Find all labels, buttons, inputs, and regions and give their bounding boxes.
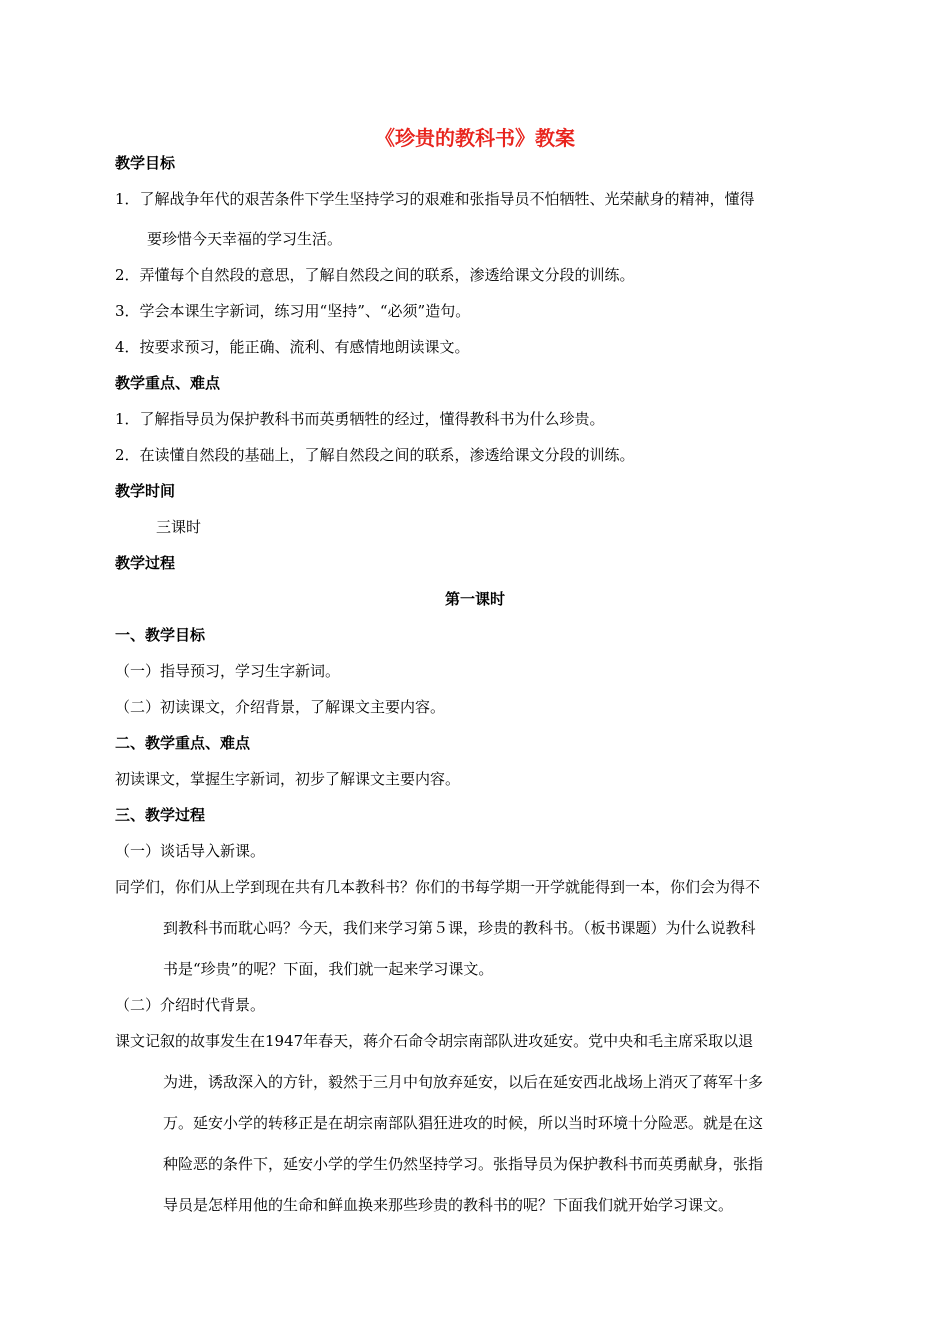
step2-paragraph-line: 为进，诱敌深入的方针，毅然于三月中旬放弃延安，以后在延安西北战场上消灭了蒋军十多 <box>163 1073 764 1091</box>
step1-paragraph-line: 同学们，你们从上学到现在共有几本教科书？你们的书每学期一开学就能得到一本，你们会为得不 <box>115 878 761 896</box>
goal-item: 3．学会本课生字新词，练习用“坚持”、“必须”造句。 <box>115 302 471 320</box>
step2-paragraph-line: 种险恶的条件下，延安小学的学生仍然坚持学习。张指导员为保护教科书而英勇献身，张指 <box>163 1155 764 1173</box>
goals-heading: 教学目标 <box>115 154 176 172</box>
focus-item: 2．在读懂自然段的基础上，了解自然段之间的联系，渗透给课文分段的训练。 <box>115 446 635 464</box>
document-title: 《珍贵的教科书》教案 <box>375 126 575 150</box>
lesson1-heading: 第一课时 <box>444 590 505 608</box>
step1-paragraph-line: 到教科书而耽心吗？今天，我们来学习第５课，珍贵的教科书。（板书课题）为什么说教科 <box>163 919 756 937</box>
process-heading: 教学过程 <box>115 554 176 572</box>
l1-focus-heading: 二、教学重点、难点 <box>115 734 251 752</box>
step1-heading: （一）谈话导入新课。 <box>115 842 266 860</box>
goal-item-continued: 要珍惜今天幸福的学习生活。 <box>147 230 343 248</box>
focus-heading: 教学重点、难点 <box>115 374 221 392</box>
l1-process-heading: 三、教学过程 <box>115 806 206 824</box>
l1-focus-text: 初读课文，掌握生字新词，初步了解课文主要内容。 <box>115 770 461 788</box>
l1-goal-item: （二）初读课文，介绍背景，了解课文主要内容。 <box>115 698 446 716</box>
step2-heading: （二）介绍时代背景。 <box>115 996 266 1014</box>
step2-paragraph-line: 课文记叙的故事发生在1947年春天，蒋介石命令胡宗南部队进攻延安。党中央和毛主席采取以退 <box>115 1032 754 1050</box>
step1-paragraph-line: 书是“珍贵”的呢？下面，我们就一起来学习课文。 <box>163 960 494 978</box>
goal-item: 2．弄懂每个自然段的意思，了解自然段之间的联系，渗透给课文分段的训练。 <box>115 266 635 284</box>
goal-item: 4．按要求预习，能正确、流利、有感情地朗读课文。 <box>115 338 470 356</box>
step2-paragraph-line: 导员是怎样用他的生命和鲜血换来那些珍贵的教科书的呢？下面我们就开始学习课文。 <box>163 1196 734 1214</box>
step2-paragraph-line: 万。延安小学的转移正是在胡宗南部队猖狂进攻的时候，所以当时环境十分险恶。就是在这 <box>163 1114 764 1132</box>
focus-item: 1．了解指导员为保护教科书而英勇牺牲的经过，懂得教科书为什么珍贵。 <box>115 410 605 428</box>
time-value: 三课时 <box>156 518 202 536</box>
l1-goal-item: （一）指导预习，学习生字新词。 <box>115 662 341 680</box>
time-heading: 教学时间 <box>115 482 176 500</box>
goal-item: 1．了解战争年代的艰苦条件下学生坚持学习的艰难和张指导员不怕牺牲、光荣献身的精神，懂得 <box>115 190 755 208</box>
l1-goals-heading: 一、教学目标 <box>115 626 206 644</box>
